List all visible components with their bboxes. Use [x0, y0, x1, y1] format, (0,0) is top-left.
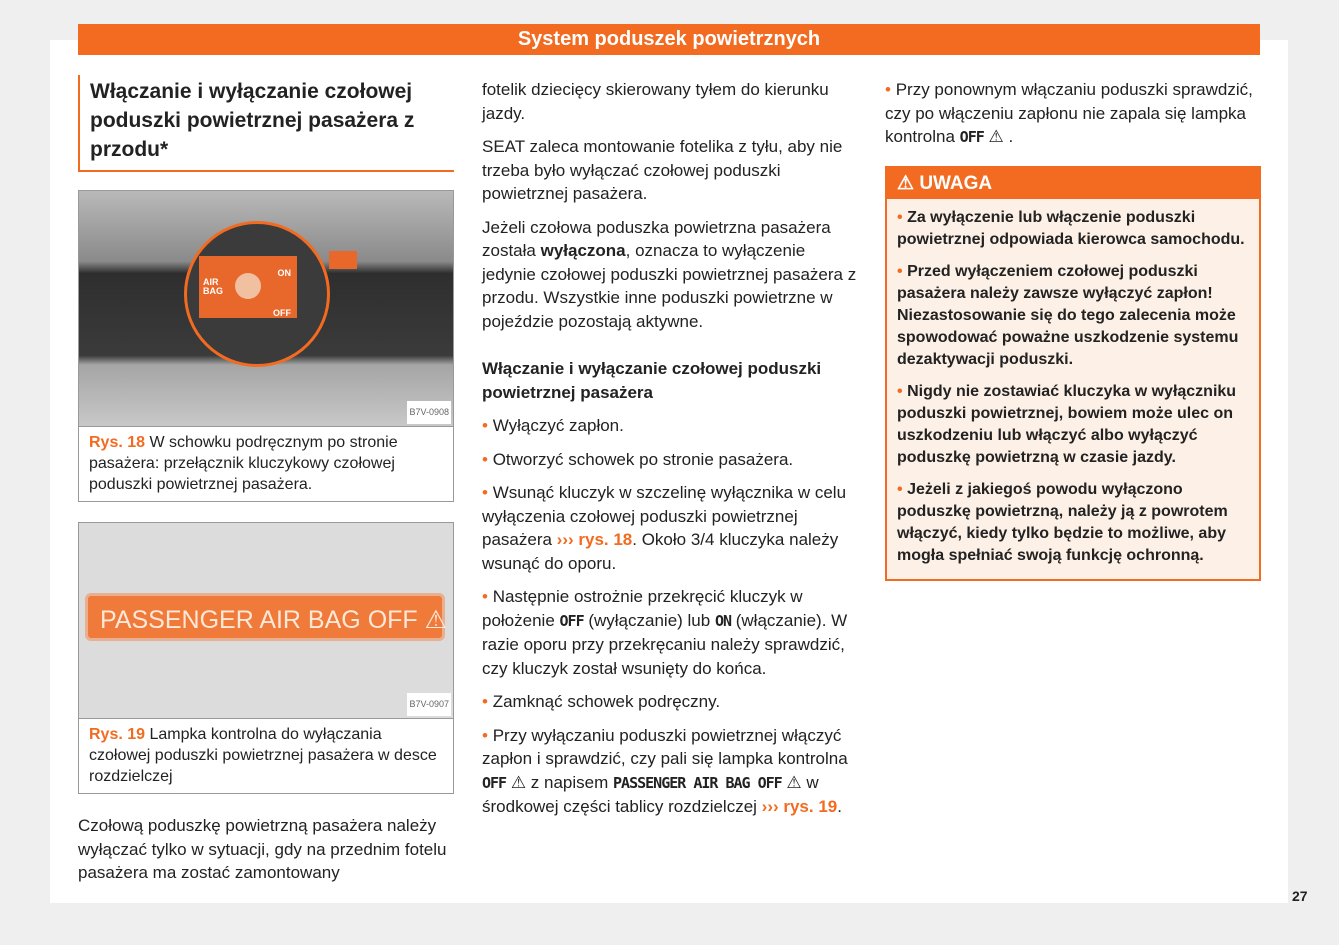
- list-item: • Następnie ostrożnie przekręcić kluczyk w położenie OFF (wyłączanie) lub ON (włączanie). W razie oporu przy przekręcaniu należy sprawdzić, czy kluczyk został wsunięty do końca.: [482, 587, 848, 678]
- warning-item: • Nigdy nie zostawiać kluczyka w wyłączniku poduszki powietrznej, bowiem może ulec on uszkodzeniu lub włączyć albo wyłączyć poduszkę powietrzną w czasie jazdy.: [897, 383, 1237, 466]
- airbag-off-icon: ⚠: [988, 127, 1004, 146]
- airbag-off-icon: ⚠: [510, 772, 527, 792]
- figure-link[interactable]: ››› rys. 18: [556, 530, 633, 549]
- column-middle: [482, 78, 860, 829]
- list-item: • Przy ponownym włączaniu poduszki sprawdzić, czy po włączeniu zapłonu nie zapala się lampka kontrolna OFF ⚠ .: [885, 80, 1253, 146]
- subheading: Włączanie i wyłączanie czołowej poduszki powietrznej pasażera: [482, 359, 822, 402]
- airbag-switch: AIR BAG ON OFF: [199, 256, 297, 318]
- section-header: System poduszek powietrznych: [78, 24, 1260, 55]
- list-item: • Wsunąć kluczyk w szczelinę wyłącznika w celu wyłączenia czołowej poduszki powietrznej pasażera ››› rys. 18. Około 3/4 kluczyka należy wsunąć do oporu.: [482, 483, 847, 573]
- paragraph: SEAT zaleca montowanie fotelika z tyłu, aby nie trzeba było wyłączać czołowej poduszki powietrznej pasażera.: [482, 137, 843, 203]
- page-number: 27: [1292, 888, 1308, 904]
- figure-caption: Rys. 19 Lampka kontrolna do wyłączania czołowej poduszki powietrznej pasażera w desce rozdzielczej: [89, 726, 437, 785]
- warning-lamp-photo: [79, 523, 453, 719]
- warning-item: • Za wyłączenie lub włączenie poduszki powietrznej odpowiada kierowca samochodu.: [897, 209, 1245, 248]
- list-item: • Przy wyłączaniu poduszki powietrznej włączyć zapłon i sprawdzić, czy pali się lampka kontrolna OFF ⚠ z napisem PASSENGER AIR BAG OFF ⚠ w środkowej części tablicy rozdzielczej ››› rys. 19.: [482, 725, 848, 816]
- column-left: [78, 75, 454, 895]
- warning-item: • Przed wyłączeniem czołowej poduszki pasażera należy zawsze wyłączyć zapłon! Niezastosowanie się do tego zalecenia może spowodować poważne uszkodzenie systemu dezaktywacji poduszki.: [897, 263, 1239, 368]
- airbag-off-icon: ⚠: [424, 606, 448, 634]
- glovebox-photo: [79, 191, 453, 427]
- warning-item: • Jeżeli z jakiegoś powodu wyłączono poduszkę powietrzną, należy ją z powrotem włączyć, kiedy tylko będzie to możliwe, aby mogła spełniać swoją funkcję ochronną.: [897, 481, 1228, 564]
- warning-header: ⚠ UWAGA: [887, 168, 1259, 200]
- figure-code: B7V-0907: [407, 693, 451, 717]
- airbag-off-icon: ⚠: [786, 772, 802, 792]
- paragraph: fotelik dziecięcy skierowany tyłem do kierunku jazdy.: [482, 80, 829, 123]
- figure-link[interactable]: ››› rys. 19: [761, 797, 838, 816]
- column-right: [885, 78, 1261, 581]
- passenger-airbag-off-lamp: PASSENGER AIR BAG OFF ⚠: [85, 593, 445, 641]
- list-item: • Zamknąć schowek podręczny.: [482, 692, 721, 711]
- warning-box: [885, 166, 1261, 582]
- warning-triangle-icon: ⚠: [897, 172, 915, 194]
- list-item: • Otworzyć schowek po stronie pasażera.: [482, 449, 794, 469]
- paragraph: Jeżeli czołowa poduszka powietrzna pasażera została wyłączona, oznacza to wyłączenie jedynie czołowej poduszki powietrznej pasażera z przodu. Wszystkie inne poduszki powietrzne w pojeździe pozostają aktywne.: [482, 217, 857, 331]
- key-slot-icon: [235, 273, 261, 299]
- figure-code: B7V-0908: [407, 401, 451, 425]
- figure-18: [78, 190, 454, 502]
- list-item: • Wyłączyć zapłon.: [482, 416, 624, 435]
- figure-19: [78, 522, 454, 794]
- paragraph: Czołową poduszkę powietrzną pasażera należy wyłączać tylko w sytuacji, gdy na przednim fotelu pasażera ma zostać zamontowany: [78, 816, 447, 882]
- section-title: Włączanie i wyłączanie czołowej poduszki powietrznej pasażera z przodu*: [78, 75, 454, 172]
- figure-caption: Rys. 18 W schowku podręcznym po stronie pasażera: przełącznik kluczykowy czołowej poduszki powietrznej pasażera.: [89, 434, 398, 493]
